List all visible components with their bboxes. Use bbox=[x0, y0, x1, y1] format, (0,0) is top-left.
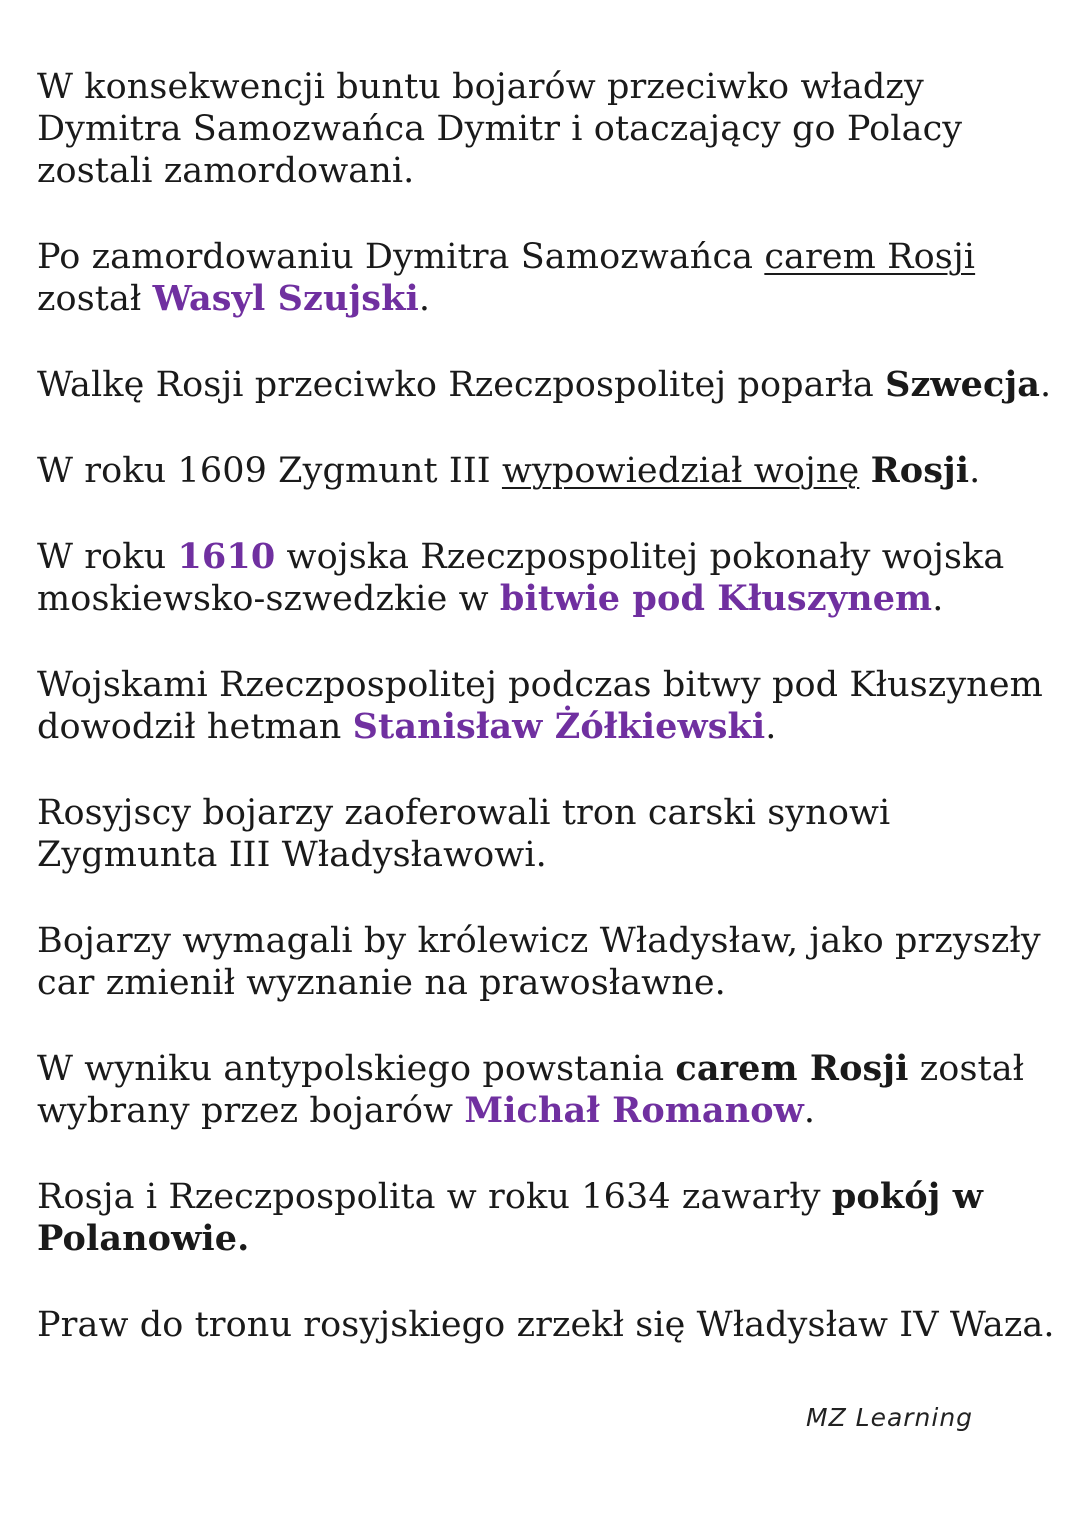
paragraph-war-1609 bbox=[37, 450, 1057, 492]
highlighted-name: Michał Romanow bbox=[464, 1090, 804, 1131]
text: Rosyjscy bojarzy zaoferowali tron carski synowi bbox=[37, 793, 891, 833]
paragraph-polanow bbox=[37, 1176, 1057, 1260]
text: . bbox=[803, 1091, 816, 1131]
text: W wyniku antypolskiego powstania bbox=[37, 1049, 676, 1089]
text: wojska Rzeczpospolitej pokonały wojska bbox=[275, 537, 1005, 577]
paragraph-renounce bbox=[37, 1304, 1057, 1346]
bold-term: carem Rosji bbox=[675, 1048, 909, 1089]
bold-term: Rosji bbox=[870, 450, 970, 491]
highlighted-name: Wasyl Szujski bbox=[152, 278, 419, 319]
text: car zmienił wyznanie na prawosławne. bbox=[37, 963, 726, 1003]
text: . bbox=[932, 579, 944, 619]
paragraph-boyar-revolt bbox=[37, 66, 1057, 192]
underlined-term: wypowiedział wojnę bbox=[501, 451, 860, 491]
text: Rosja i Rzeczpospolita w roku 1634 zawarły bbox=[37, 1177, 832, 1217]
paragraph-zolkiewski bbox=[37, 664, 1057, 748]
text: moskiewsko-szwedzkie w bbox=[37, 579, 500, 619]
text: . bbox=[969, 451, 981, 491]
text: Walkę Rosji przeciwko Rzeczpospolitej poparła bbox=[37, 365, 886, 405]
highlighted-battle: bitwie pod Kłuszynem bbox=[499, 578, 933, 619]
text: Po zamordowaniu Dymitra Samozwańca bbox=[37, 237, 765, 277]
document-body bbox=[37, 66, 1057, 1390]
text: W roku bbox=[37, 537, 178, 577]
bold-term: pokój w bbox=[831, 1176, 983, 1217]
text bbox=[859, 451, 870, 491]
text: Wojskami Rzeczpospolitej podczas bitwy pod Kłuszynem bbox=[37, 665, 1043, 705]
highlighted-name: Stanisław Żółkiewski bbox=[352, 706, 766, 747]
bold-term: Szwecja bbox=[885, 364, 1040, 405]
text: W roku 1609 Zygmunt III bbox=[37, 451, 502, 491]
text: Dymitra Samozwańca Dymitr i otaczający go Polacy bbox=[37, 109, 963, 149]
text: Zygmunta III Władysławowi. bbox=[37, 835, 547, 875]
paragraph-sweden bbox=[37, 364, 1057, 406]
text: . bbox=[418, 279, 431, 319]
underlined-term: carem Rosji bbox=[764, 237, 976, 277]
text: . bbox=[765, 707, 777, 747]
text: dowodził hetman bbox=[37, 707, 353, 747]
paragraph-romanow bbox=[37, 1048, 1057, 1132]
paragraph-szujski bbox=[37, 236, 1057, 320]
text: został bbox=[37, 279, 153, 319]
paragraph-orthodox bbox=[37, 920, 1057, 1004]
signature: MZ Learning bbox=[806, 1403, 974, 1432]
paragraph-kluszyn bbox=[37, 536, 1057, 620]
bold-term: Polanowie. bbox=[37, 1218, 250, 1259]
text: . bbox=[1039, 365, 1052, 405]
text: W konsekwencji buntu bojarów przeciwko władzy bbox=[37, 67, 924, 107]
text: zostali zamordowani. bbox=[37, 151, 415, 191]
paragraph-throne-offer bbox=[37, 792, 1057, 876]
highlighted-year: 1610 bbox=[177, 536, 276, 577]
text: został bbox=[908, 1049, 1025, 1089]
text: Bojarzy wymagali by królewicz Władysław, jako przyszły bbox=[37, 921, 1041, 961]
text: wybrany przez bojarów bbox=[37, 1091, 465, 1131]
text: Praw do tronu rosyjskiego zrzekł się Władysław IV Waza. bbox=[37, 1305, 1055, 1345]
